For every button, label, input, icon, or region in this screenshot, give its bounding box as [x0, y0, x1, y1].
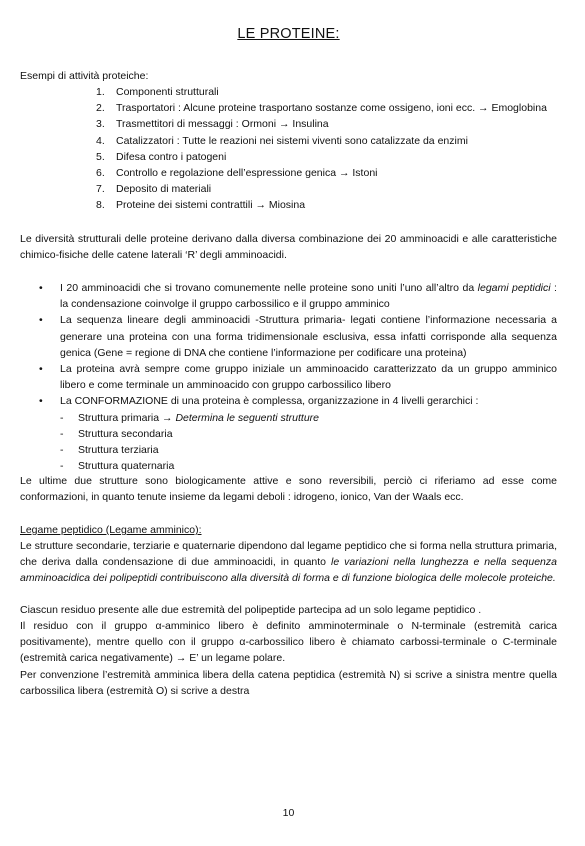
list-item: 7. Deposito di materiali: [96, 183, 212, 196]
list-item: 5. Difesa contro i patogeni: [96, 150, 227, 163]
list-item: 6. Controllo e regolazione dell’espressione genica → Istoni: [96, 166, 378, 179]
convention-paragraph: Per convenzione l’estremità amminica libera della catena peptidica (estremità N) si scrive a sinistra mentre quella carbossilica libera (estremità O) si scrive a destra: [20, 669, 557, 698]
diversity-paragraph: Le diversità strutturali delle proteine derivano dalla diversa combinazione dei 20 amminoacidi e alle caratteristiche chimico-fisiche delle catene laterali ‘R’ degli amminoacidi.: [20, 233, 557, 262]
bullet-item-conformation: • La CONFORMAZIONE di una proteina è complessa, organizzazione in 4 livelli gerarchici : - Struttura primaria → Determina le seguenti strutture - Struttura secondaria - Struttura terziaria - Struttura quaternaria: [20, 393, 557, 474]
list-item: 1. Componenti strutturali: [96, 86, 219, 98]
page-number: 10: [282, 807, 295, 819]
section-heading: Legame peptidico (Legame amminico):: [20, 524, 202, 536]
list-item: 3. Trasmettitori di messaggi : Ormoni → Insulina: [96, 118, 329, 131]
list-item: 8. Proteine dei sistemi contrattili → Miosina: [96, 199, 306, 212]
terminals-paragraph: Il residuo con il gruppo α-amminico libero è definito amminoterminale o N-terminale (estremità carica positivamente), mentre quello con il gruppo α-carbossilico libero è chiamato carbossi-terminale o C-terminale (estremità carica negativamente) → E’ un legame polare.: [20, 620, 557, 665]
bullet-list: [20, 280, 557, 474]
bullet-item-primary-structure: • La sequenza lineare degli amminoacidi -Struttura primaria- legati contiene l’informazione necessaria a generare una proteina con una forma tridimensionale esclusiva, essa infatti corrisponde alla sequenza genica (Gene = regione di DNA che contiene l’informazione per codificare una proteina): [39, 314, 557, 359]
bullet-icon: •: [39, 395, 43, 408]
bullet-icon: •: [39, 314, 43, 327]
list-item: 2. Trasportatori : Alcune proteine trasportano sostanze come ossigeno, ioni ecc. → Emoglobina: [96, 102, 547, 115]
bullet-icon: •: [39, 363, 43, 376]
bullet-item-peptide-bonds: • I 20 amminoacidi che si trovano comunemente nelle proteine sono uniti l’uno all’altro da legami peptidici : la condensazione coinvolge il gruppo carbossilico e il gruppo amminico: [39, 282, 557, 311]
list-item: - Struttura terziaria: [60, 444, 159, 457]
list-item: - Struttura primaria → Determina le seguenti strutture: [60, 411, 320, 424]
list-item: - Struttura secondaria: [60, 427, 173, 440]
residue-paragraph: Ciascun residuo presente alle due estremità del polipeptide partecipa ad un solo legame peptidico .: [20, 604, 482, 616]
activities-list: [96, 84, 566, 214]
list-item: - Struttura quaternaria: [60, 460, 175, 473]
conformations-paragraph: Le ultime due strutture sono biologicamente attive e sono reversibili, perciò ci riferiamo ad esse come conformazioni, in quanto tenute insieme da legami deboli : idrogeno, ionico, Van der Waals ecc.: [20, 475, 557, 504]
intro-text: Esempi di attività proteiche:: [20, 70, 149, 82]
bullet-icon: •: [39, 282, 43, 294]
bullet-item-terminals: • La proteina avrà sempre come gruppo iniziale un amminoacido caratterizzato da un gruppo amminico libero e come terminale un amminoacido con gruppo carbossilico libero: [39, 363, 557, 392]
structure-levels-list: [60, 410, 557, 475]
page-title: LE PROTEINE:: [237, 26, 340, 42]
list-item: 4. Catalizzatori : Tutte le reazioni nei sistemi viventi sono catalizzate da enzimi: [96, 134, 468, 147]
peptide-bond-paragraph: Le strutture secondarie, terziarie e quaternarie dipendono dal legame peptidico che si forma nella struttura primaria, che deriva dalla condensazione di due amminoacidi, in quanto le variazioni nella lunghezza e nella sequenza amminoacidica dei polipeptidi contribuiscono alla diversità di forma e di funzione biologica delle molecole proteiche.: [20, 540, 557, 585]
